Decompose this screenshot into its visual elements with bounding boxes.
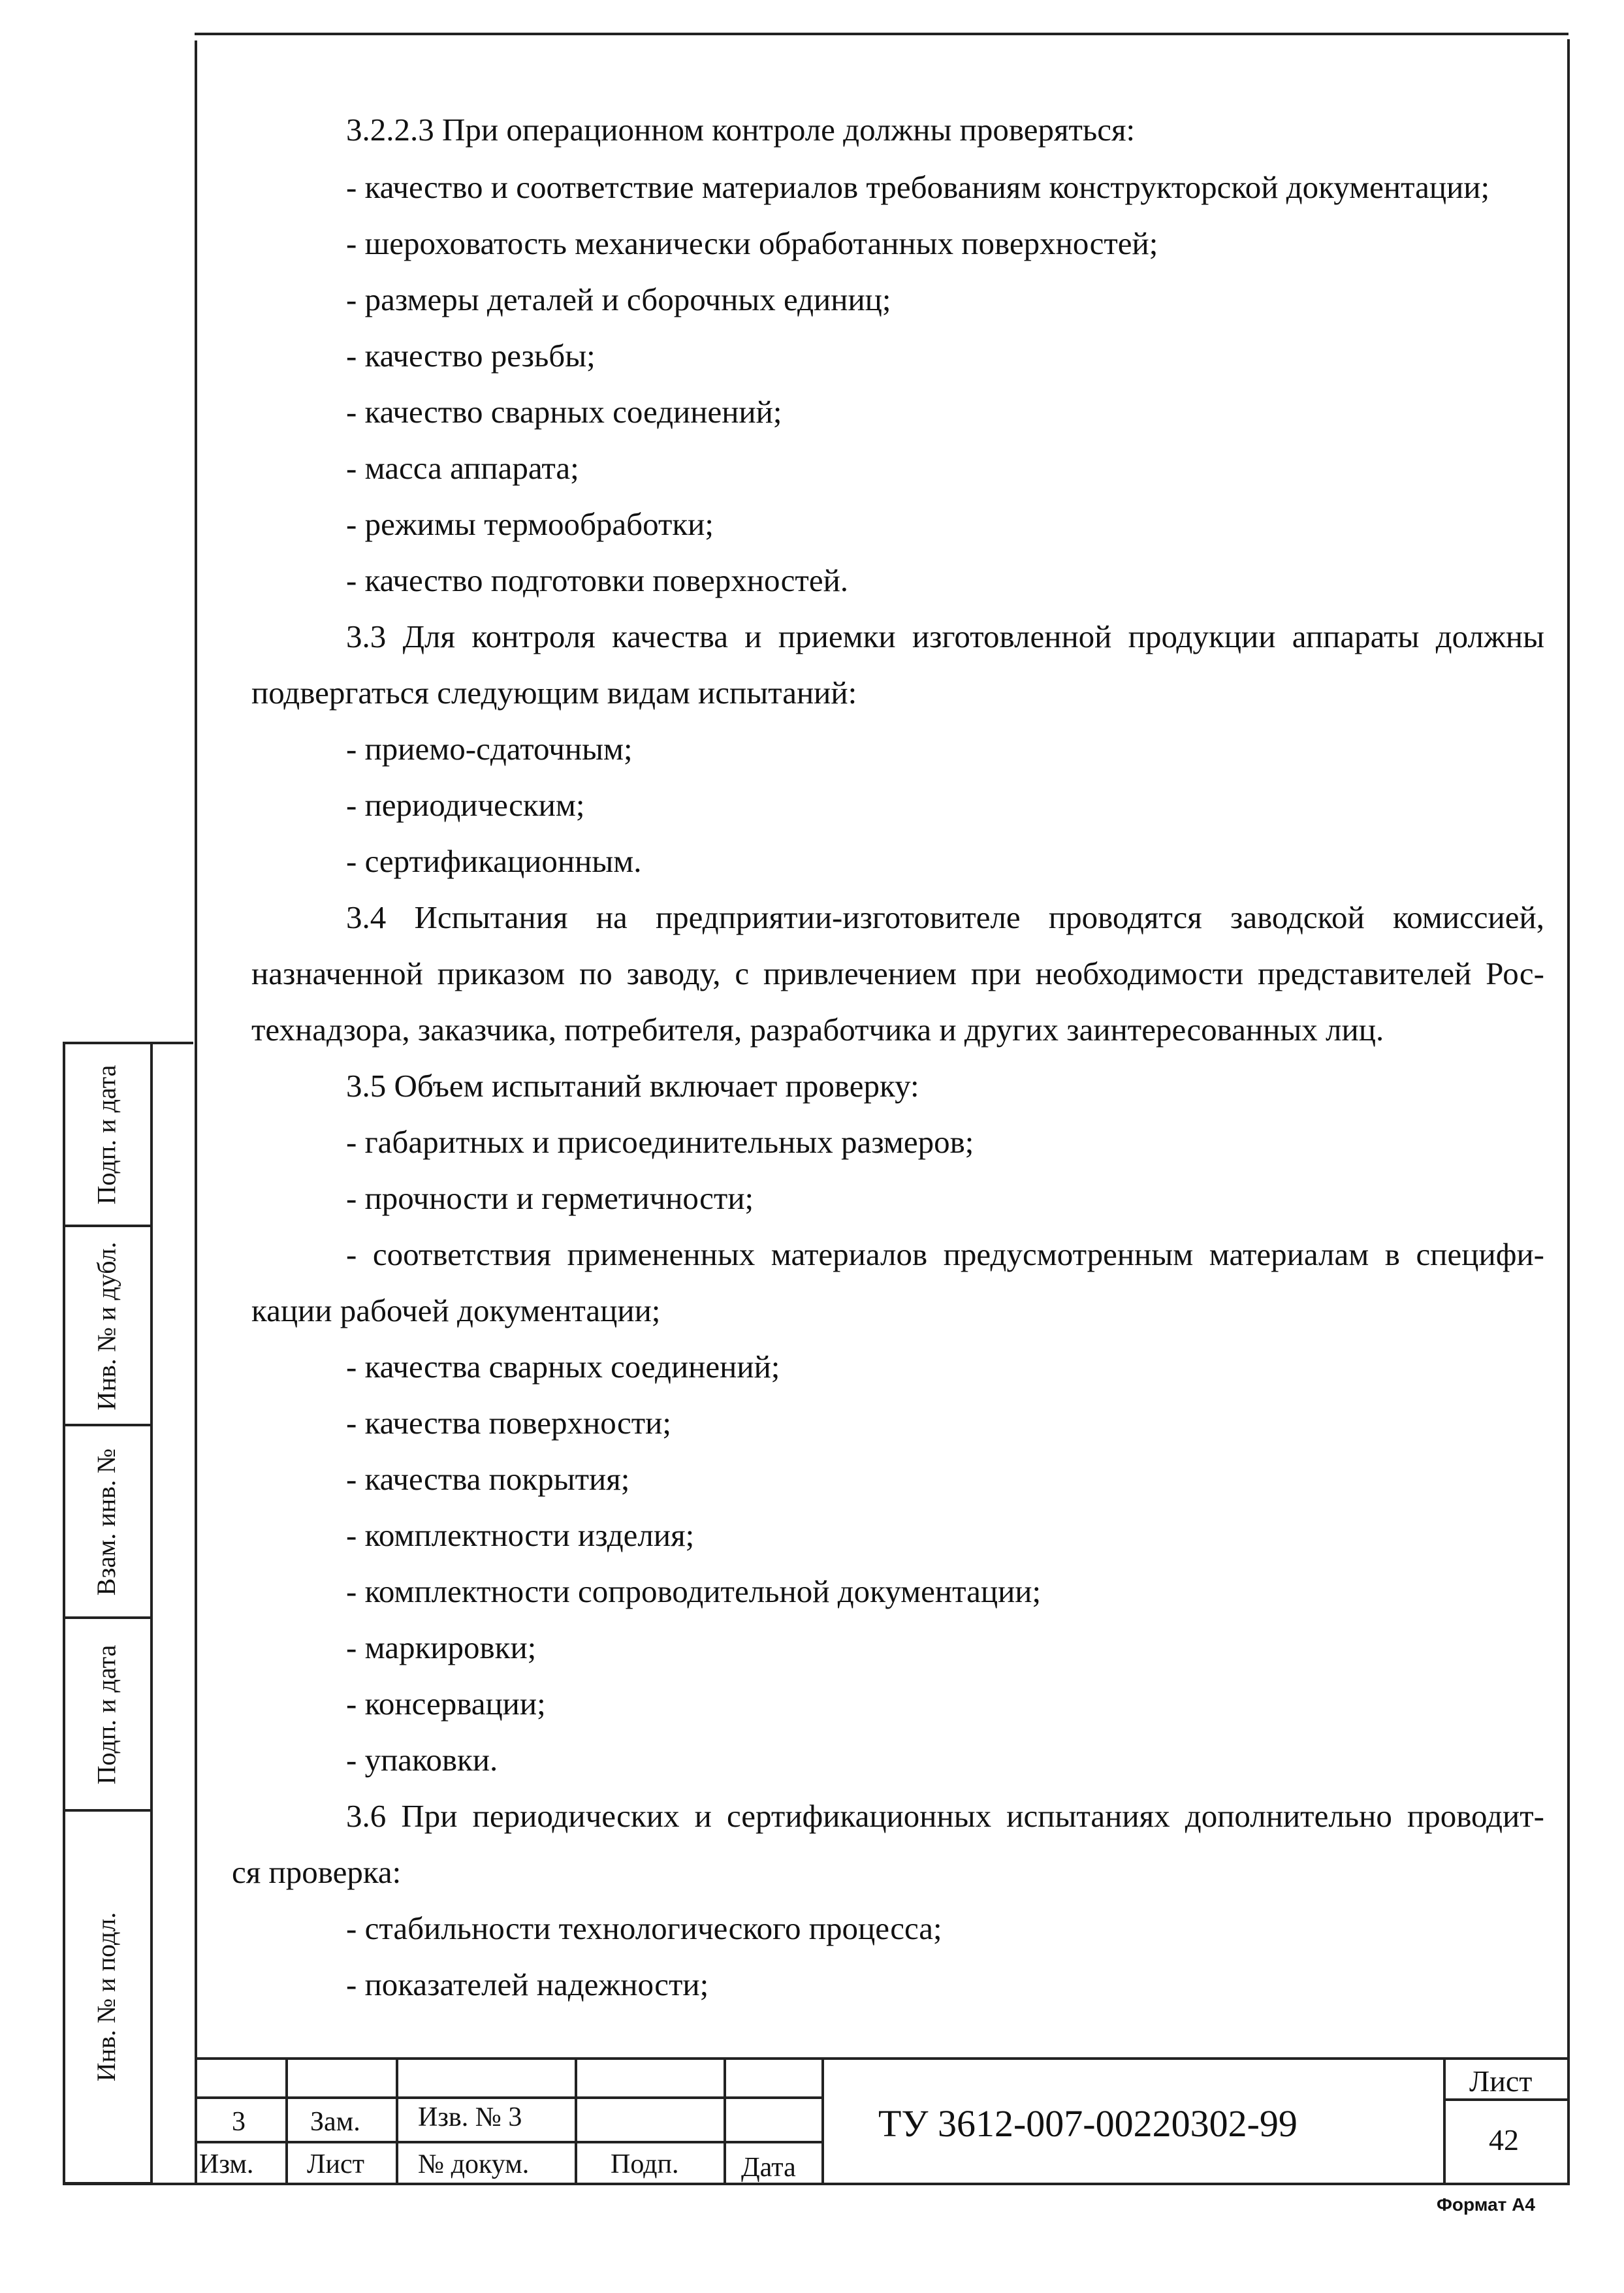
paragraph-3-5: 3.5 Объем испытаний включает проверку: <box>346 1068 919 1104</box>
titleblock-row-line <box>195 2096 823 2099</box>
margin-divider <box>63 1809 150 1812</box>
titleblock-row-line <box>195 2141 823 2143</box>
margin-label-podp-data: Подп. и дата <box>91 1065 121 1205</box>
list-item: - соответствия примененных материалов предусмотренным материалам в специфи- <box>346 1236 1544 1272</box>
col-data: Дата <box>741 2153 796 2183</box>
list-item: - периодическим; <box>346 787 585 823</box>
list-item: - комплектности сопроводительной документации; <box>346 1573 1042 1609</box>
paragraph-3-3: 3.3 Для контроля качества и приемки изготовленной продукции аппараты должны <box>346 618 1544 654</box>
rev-change: Зам. <box>310 2107 360 2137</box>
list-item: - габаритных и присоединительных размеров; <box>346 1124 974 1160</box>
list-item: - комплектности изделия; <box>346 1517 695 1553</box>
col-doc: № докум. <box>418 2149 530 2179</box>
margin-label-podp-data-2: Подп. и дата <box>91 1644 121 1784</box>
format-label: Формат А4 <box>1437 2194 1535 2215</box>
col-list: Лист <box>307 2149 364 2179</box>
titleblock-col-line <box>285 2057 288 2185</box>
frame-bottom-line <box>63 2183 1570 2185</box>
list-item: - качества сварных соединений; <box>346 1349 780 1385</box>
margin-divider <box>63 1042 193 1044</box>
list-item: - показателей надежности; <box>346 1966 709 2002</box>
paragraph-3-6: 3.6 При периодических и сертификационных испытаниях дополнительно проводит- <box>346 1798 1544 1834</box>
paragraph-3-4-cont: назначенной приказом по заводу, с привлечением при необходимости представителей Рос- <box>251 955 1544 991</box>
rev-notice: Изв. № 3 <box>418 2102 522 2132</box>
list-item: - шероховатость механически обработанных поверхностей; <box>346 225 1158 261</box>
paragraph-3-4-cont: технадзора, заказчика, потребителя, разработчика и других заинтересованных лиц. <box>251 1012 1384 1048</box>
col-izm: Изм. <box>199 2149 254 2179</box>
titleblock-top-line <box>195 2057 1568 2060</box>
margin-label-inv-podl: Инв. № и подл. <box>91 1912 121 2082</box>
list-item: - маркировки; <box>346 1629 537 1665</box>
list-item: - качество резьбы; <box>346 338 596 374</box>
list-item: - качество сварных соединений; <box>346 394 782 430</box>
document-code: ТУ 3612-007-00220302-99 <box>878 2102 1298 2145</box>
margin-divider <box>63 1424 150 1426</box>
paragraph-3-6-cont: ся проверка: <box>232 1854 402 1890</box>
sheet-number: 42 <box>1489 2123 1519 2157</box>
list-item: - приемо-сдаточным; <box>346 731 633 767</box>
titleblock-col-line <box>575 2057 577 2185</box>
col-podp: Подп. <box>611 2149 679 2179</box>
titleblock-col-line <box>724 2057 726 2185</box>
list-item: - сертификационным. <box>346 843 642 879</box>
paragraph-3-2-2-3: 3.2.2.3 При операционном контроле должны проверяться: <box>346 112 1136 148</box>
frame-top-line <box>195 33 1568 35</box>
rev-number: 3 <box>232 2107 246 2137</box>
titleblock-col-line <box>1443 2057 1446 2185</box>
titleblock-col-line <box>821 2057 824 2185</box>
frame-right-line <box>1567 39 1570 2185</box>
list-item: - масса аппарата; <box>346 450 579 486</box>
list-item: - режимы термообработки; <box>346 506 714 542</box>
titleblock-sheet-line <box>1443 2098 1568 2101</box>
margin-stamp-divider <box>150 1042 153 2185</box>
list-item: - стабильности технологического процесса; <box>346 1910 942 1946</box>
paragraph-3-3-cont: подвергаться следующим видам испытаний: <box>251 675 857 711</box>
margin-label-inv-dubl: Инв. № и дубл. <box>91 1242 121 1410</box>
list-item: - качество и соответствие материалов требованиям конструкторской документации; <box>346 169 1490 205</box>
list-item: - упаковки. <box>346 1742 498 1778</box>
list-item: - прочности и герметичности; <box>346 1180 754 1216</box>
sheet-label: Лист <box>1469 2064 1533 2098</box>
list-item: - качества покрытия; <box>346 1461 630 1497</box>
frame-left-line <box>195 40 197 2183</box>
list-item: - качества поверхности; <box>346 1405 671 1441</box>
list-item: - консервации; <box>346 1686 546 1722</box>
list-item: - размеры деталей и сборочных единиц; <box>346 281 891 317</box>
list-item: - качество подготовки поверхностей. <box>346 562 849 598</box>
list-item-cont: кации рабочей документации; <box>251 1292 661 1328</box>
titleblock-col-line <box>396 2057 398 2185</box>
margin-label-vzam-inv: Взам. инв. № <box>91 1448 121 1595</box>
paragraph-3-4: 3.4 Испытания на предприятии-изготовителе проводятся заводской комиссией, <box>346 899 1544 935</box>
margin-divider <box>63 1225 150 1227</box>
margin-divider <box>63 1616 150 1619</box>
